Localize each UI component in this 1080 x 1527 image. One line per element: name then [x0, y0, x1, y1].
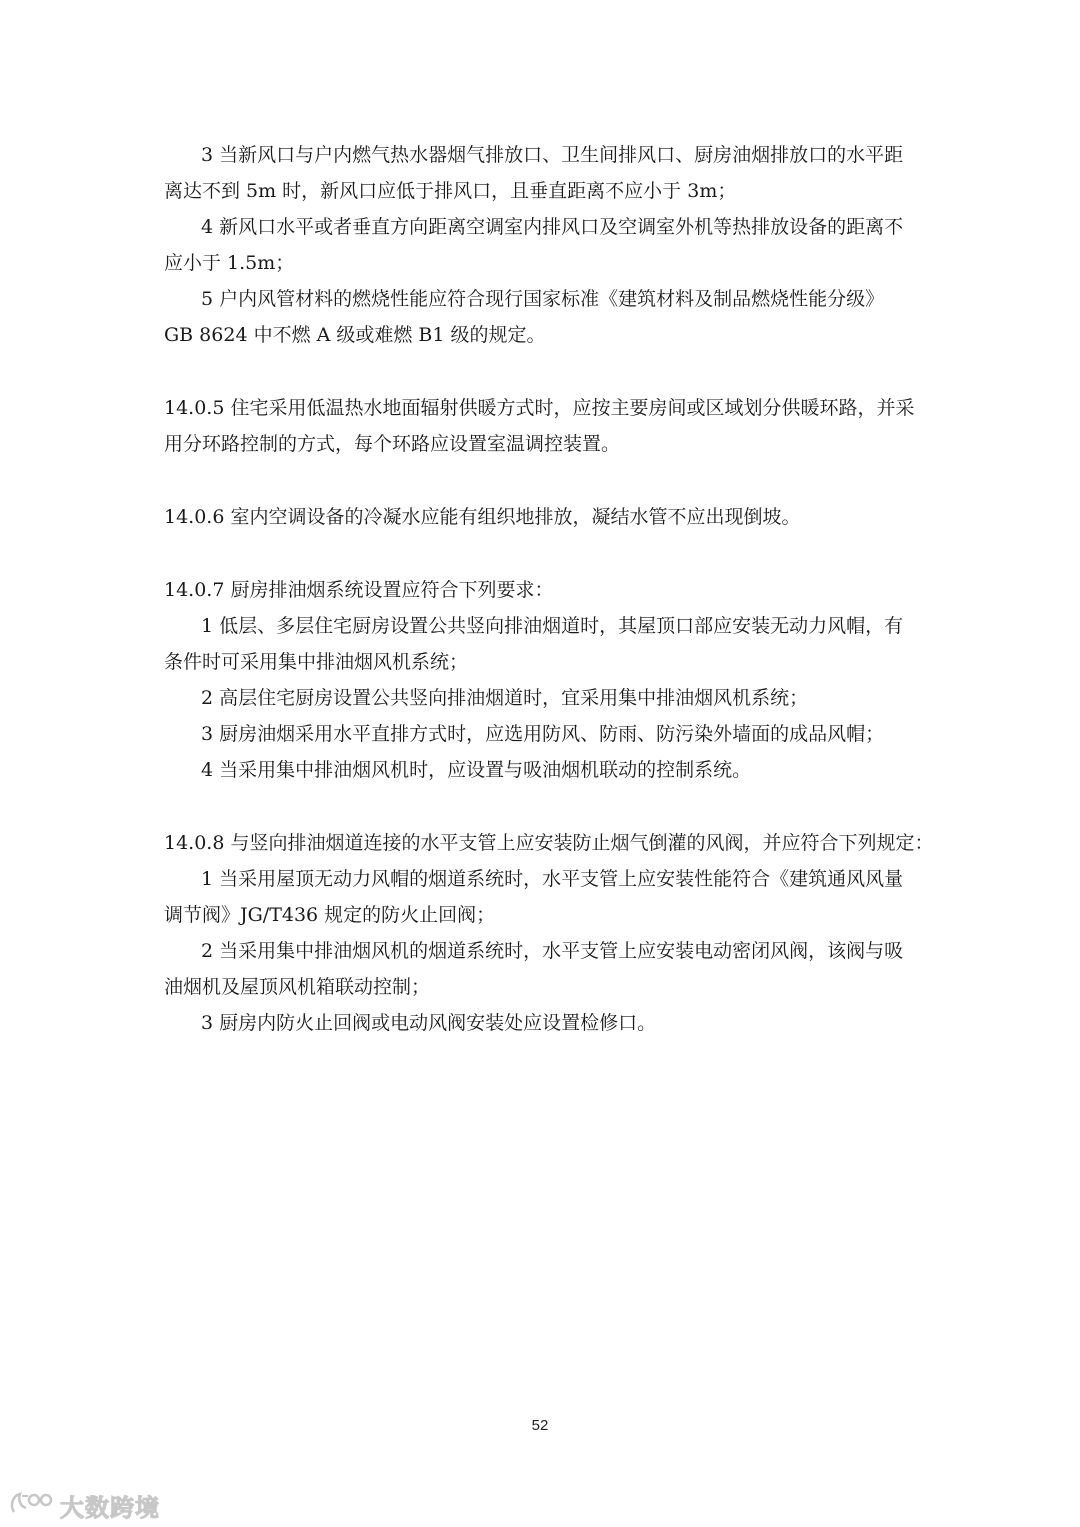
- text-line: 5 户内风管材料的燃烧性能应符合现行国家标准《建筑材料及制品燃烧性能分级》: [201, 288, 885, 310]
- text-line: 4 当采用集中排油烟风机时，应设置与吸油烟机联动的控制系统。: [201, 759, 752, 781]
- text-line: 1 低层、多层住宅厨房设置公共竖向排油烟道时，其屋顶口部应安装无动力风帽，有: [201, 615, 904, 637]
- text-line: 油烟机及屋顶风机箱联动控制；: [164, 976, 431, 998]
- text-line: 1 当采用屋顶无动力风帽的烟道系统时，水平支管上应安装性能符合《建筑通风风量: [201, 868, 904, 890]
- text-line: 2 高层住宅厨房设置公共竖向排油烟道时，宜采用集中排油烟风机系统；: [201, 687, 809, 709]
- clause-heading: 14.0.8 与竖向排油烟道连接的水平支管上应安装防止烟气倒灌的风阀，并应符合下列规定：: [164, 832, 934, 854]
- text-line: 离达不到 5m 时，新风口应低于排风口，且垂直距离不应小于 3m；: [164, 180, 737, 202]
- logo-icon: [8, 1488, 56, 1522]
- watermark: [8, 1488, 160, 1522]
- text-line: GB 8624 中不燃 A 级或难燃 B1 级的规定。: [164, 324, 546, 346]
- text-line: 2 当采用集中排油烟风机的烟道系统时，水平支管上应安装电动密闭风阀，该阀与吸: [201, 940, 904, 962]
- text-line: 3 厨房油烟采用水平直排方式时，应选用防风、防雨、防污染外墙面的成品风帽；: [201, 723, 885, 745]
- watermark-text: 大数跨境: [60, 1493, 160, 1522]
- clause-heading: 14.0.6 室内空调设备的冷凝水应能有组织地排放，凝结水管不应出现倒坡。: [164, 506, 801, 528]
- text-line: 调节阀》JG/T436 规定的防火止回阀；: [164, 904, 496, 926]
- clause-heading: 14.0.5 住宅采用低温热水地面辐射供暖方式时，应按主要房间或区域划分供暖环路，并采: [164, 397, 915, 419]
- clause-heading: 14.0.7 厨房排油烟系统设置应符合下列要求：: [164, 579, 554, 601]
- page-number: 52: [531, 1417, 549, 1434]
- text-line: 用分环路控制的方式，每个环路应设置室温调控装置。: [164, 433, 621, 455]
- text-line: 应小于 1.5m；: [164, 252, 295, 274]
- text-line: 4 新风口水平或者垂直方向距离空调室内排风口及空调室外机等热排放设备的距离不: [201, 216, 904, 238]
- text-line: 3 当新风口与户内燃气热水器烟气排放口、卫生间排风口、厨房油烟排放口的水平距: [201, 144, 904, 166]
- text-line: 条件时可采用集中排油烟风机系统；: [164, 651, 469, 673]
- text-line: 3 厨房内防火止回阀或电动风阀安装处应设置检修口。: [201, 1012, 657, 1034]
